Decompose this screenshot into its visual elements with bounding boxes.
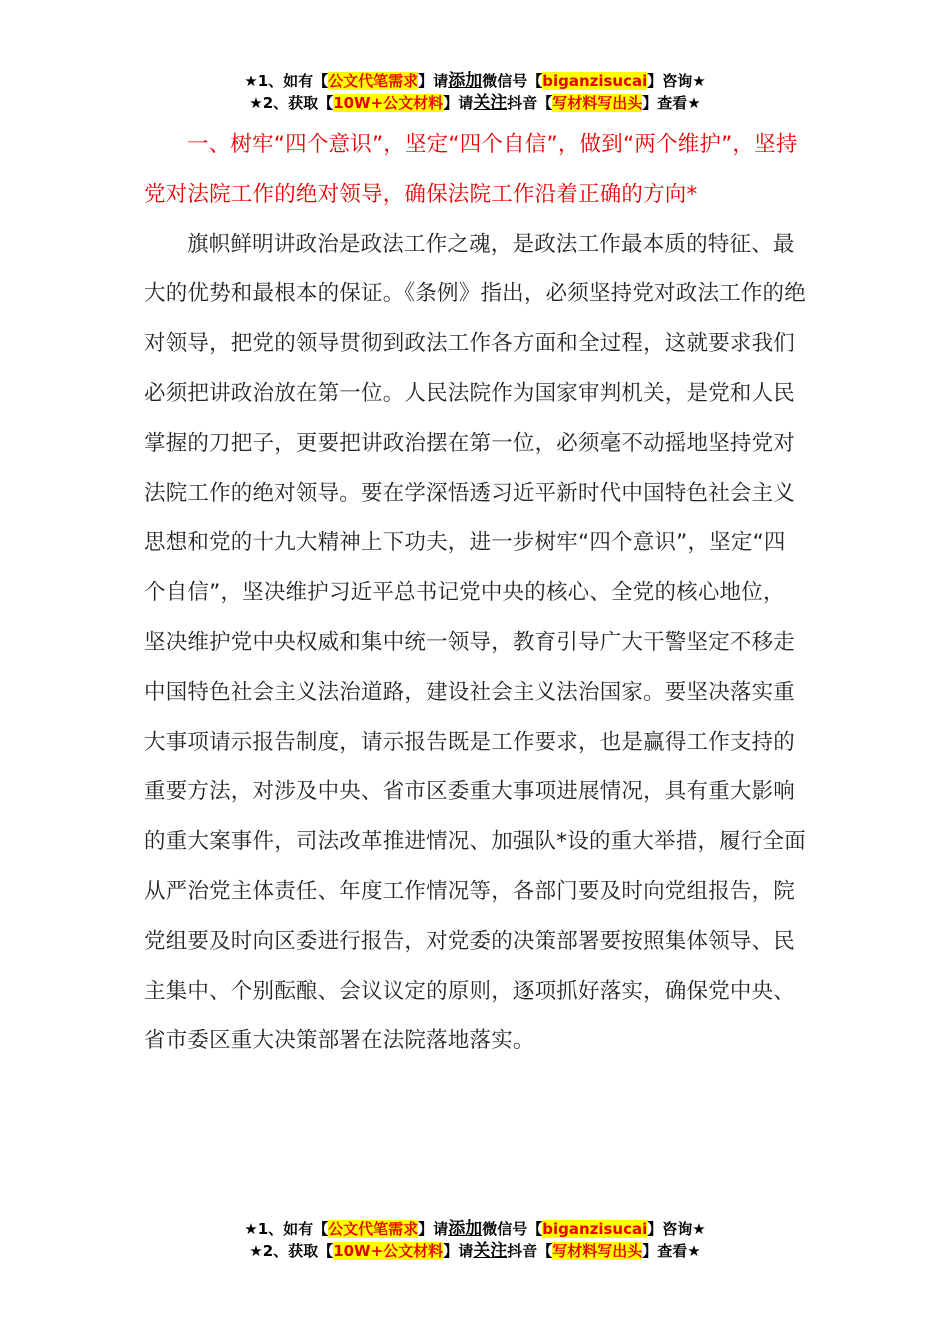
- highlight-service: 公文代笔需求: [328, 1220, 419, 1238]
- banner-line-1: ★1、如有【公文代笔需求】请添加微信号【biganzisucai】咨询★: [244, 1219, 706, 1239]
- document-body: [144, 120, 806, 1066]
- section-heading: 一、树牢“四个意识”，坚定“四个自信”，做到“两个维护”，坚持党对法院工作的绝对领导，确保法院工作沿着正确的方向*: [144, 132, 798, 207]
- highlight-douyin: 写材料写出头: [552, 94, 643, 112]
- body-paragraph: 旗帜鲜明讲政治是政法工作之魂，是政法工作最本质的特征、最大的优势和最根本的保证。《条例》指出，必须坚持党对政法工作的绝对领导，把党的领导贯彻到政法工作各方面和全过程，这就要求我们必须把讲政治放在第一位。人民法院作为国家审判机关，是党和人民掌握的刀把子，更要把讲政治摆在第一位，必须毫不动摇地坚持党对法院工作的绝对领导。要在学深悟透习近平新时代中国特色社会主义思想和党的十九大精神上下功夫，进一步树牢“四个意识”，坚定“四个自信”，坚决维护习近平总书记党中央的核心、全党的核心地位，坚决维护党中央权威和集中统一领导，教育引导广大干警坚定不移走中国特色社会主义法治道路，建设社会主义法治国家。要坚决落实重大事项请示报告制度，请示报告既是工作要求，也是赢得工作支持的重要方法，对涉及中央、省市区委重大事项进展情况，具有重大影响的重大案事件，司法改革推进情况、加强队*设的重大举措，履行全面从严治党主体责任、年度工作情况等，各部门要及时向党组报告，院党组要及时向区委进行报告，对党委的决策部署要按照集体领导、民主集中、个别酝酿、会议议定的原则，逐项抓好落实，确保党中央、省市委区重大决策部署在法院落地落实。: [144, 231, 806, 1054]
- banner-line-2: ★2、获取【10W+公文材料】请关注抖音【写材料写出头】查看★: [249, 93, 701, 113]
- highlight-douyin: 写材料写出头: [552, 1242, 643, 1260]
- banner-line-1: ★1、如有【公文代笔需求】请添加微信号【biganzisucai】咨询★: [244, 71, 706, 91]
- highlight-service: 公文代笔需求: [328, 72, 419, 90]
- highlight-materials: 10W+公文材料: [333, 1242, 444, 1260]
- header-banner: [0, 70, 950, 114]
- banner-line-2: ★2、获取【10W+公文材料】请关注抖音【写材料写出头】查看★: [249, 1241, 701, 1261]
- highlight-wechat-id: biganzisucai: [542, 1220, 648, 1238]
- footer-banner: [0, 1218, 950, 1262]
- highlight-wechat-id: biganzisucai: [542, 72, 648, 90]
- highlight-materials: 10W+公文材料: [333, 94, 444, 112]
